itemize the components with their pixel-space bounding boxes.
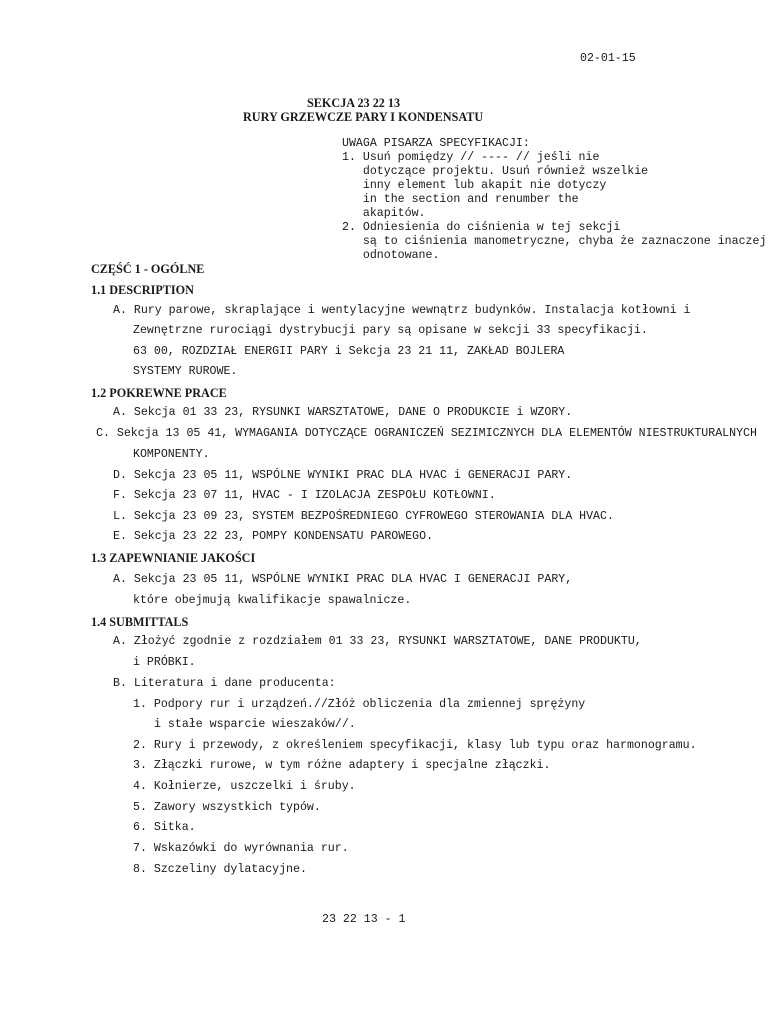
paragraph-line: D. Sekcja 23 05 11, WSPÓLNE WYNIKI PRAC DLA HVAC i GENERACJI PARY. — [113, 469, 573, 482]
paragraph-line: A. Sekcja 01 33 23, RYSUNKI WARSZTATOWE, DANE O PRODUKCIE i WZORY. — [113, 406, 573, 419]
note-line: inny element lub akapit nie dotyczy — [342, 179, 607, 192]
paragraph-line: L. Sekcja 23 09 23, SYSTEM BEZPOŚREDNIEGO CYFROWEGO STEROWANIA DLA HVAC. — [113, 510, 614, 523]
list-item: 2. Rury i przewody, z określeniem specyfikacji, klasy lub typu oraz harmonogramu. — [133, 739, 697, 752]
paragraph-line: C. Sekcja 13 05 41, WYMAGANIA DOTYCZĄCE OGRANICZEŃ SEZIMICZNYCH DLA ELEMENTÓW NIESTRUKTURALNYCH — [96, 427, 757, 440]
paragraph-line: B. Literatura i dane producenta: — [113, 677, 336, 690]
list-item: 1. Podpory rur i urządzeń.//Złóż obliczenia dla zmiennej sprężyny — [133, 698, 586, 711]
note-line: są to ciśnienia manometryczne, chyba że zaznaczone inaczej — [342, 235, 767, 248]
subsection-heading: 1.1 DESCRIPTION — [91, 283, 194, 297]
note-line: 2. Odniesienia do ciśnienia w tej sekcji — [342, 221, 621, 234]
section-title: RURY GRZEWCZE PARY I KONDENSATU — [243, 110, 484, 124]
note-line: 1. Usuń pomiędzy // ---- // jeśli nie — [342, 151, 600, 164]
paragraph-line: Zewnętrzne rurociągi dystrybucji pary są opisane w sekcji 33 specyfikacji. — [133, 324, 648, 337]
subsection-heading: 1.3 ZAPEWNIANIE JAKOŚCI — [91, 551, 256, 565]
note-line: odnotowane. — [342, 249, 440, 262]
paragraph-line: F. Sekcja 23 07 11, HVAC - I IZOLACJA ZESPOŁU KOTŁOWNI. — [113, 489, 496, 502]
paragraph-line: SYSTEMY RUROWE. — [133, 365, 238, 378]
note-line: dotyczące projektu. Usuń również wszelkie — [342, 165, 649, 178]
list-item: 7. Wskazówki do wyrównania rur. — [133, 842, 349, 855]
paragraph-line: które obejmują kwalifikacje spawalnicze. — [133, 594, 412, 607]
paragraph-line: 63 00, ROZDZIAŁ ENERGII PARY i Sekcja 23 21 11, ZAKŁAD BOJLERA — [133, 345, 565, 358]
list-item: 3. Złączki rurowe, w tym różne adaptery i specjalne złączki. — [133, 759, 551, 772]
list-item: 8. Szczeliny dylatacyjne. — [133, 863, 307, 876]
list-item: 6. Sitka. — [133, 821, 196, 834]
paragraph-line: A. Złożyć zgodnie z rozdziałem 01 33 23, RYSUNKI WARSZTATOWE, DANE PRODUKTU, — [113, 635, 642, 648]
section-number: SEKCJA 23 22 13 — [307, 96, 401, 110]
paragraph-line: A. Rury parowe, skraplające i wentylacyjne wewnątrz budynków. Instalacja kotłowni i — [113, 304, 691, 317]
note-line: in the section and renumber the — [342, 193, 579, 206]
paragraph-line: i PRÓBKI. — [133, 656, 196, 669]
list-item: i stałe wsparcie wieszaków//. — [154, 718, 356, 731]
subsection-heading: 1.2 POKREWNE PRACE — [91, 386, 227, 400]
page-number: 23 22 13 - 1 — [322, 913, 406, 926]
paragraph-line: A. Sekcja 23 05 11, WSPÓLNE WYNIKI PRAC DLA HVAC I GENERACJI PARY, — [113, 573, 573, 586]
note-heading: UWAGA PISARZA SPECYFIKACJI: — [342, 137, 530, 150]
paragraph-line: KOMPONENTY. — [133, 448, 210, 461]
subsection-heading: 1.4 SUBMITTALS — [91, 615, 189, 629]
list-item: 4. Kołnierze, uszczelki i śruby. — [133, 780, 356, 793]
part-heading: CZĘŚĆ 1 - OGÓLNE — [91, 262, 205, 276]
list-item: 5. Zawory wszystkich typów. — [133, 801, 321, 814]
document-date: 02-01-15 — [580, 52, 636, 65]
paragraph-line: E. Sekcja 23 22 23, POMPY KONDENSATU PAROWEGO. — [113, 530, 434, 543]
note-line: akapitów. — [342, 207, 426, 220]
